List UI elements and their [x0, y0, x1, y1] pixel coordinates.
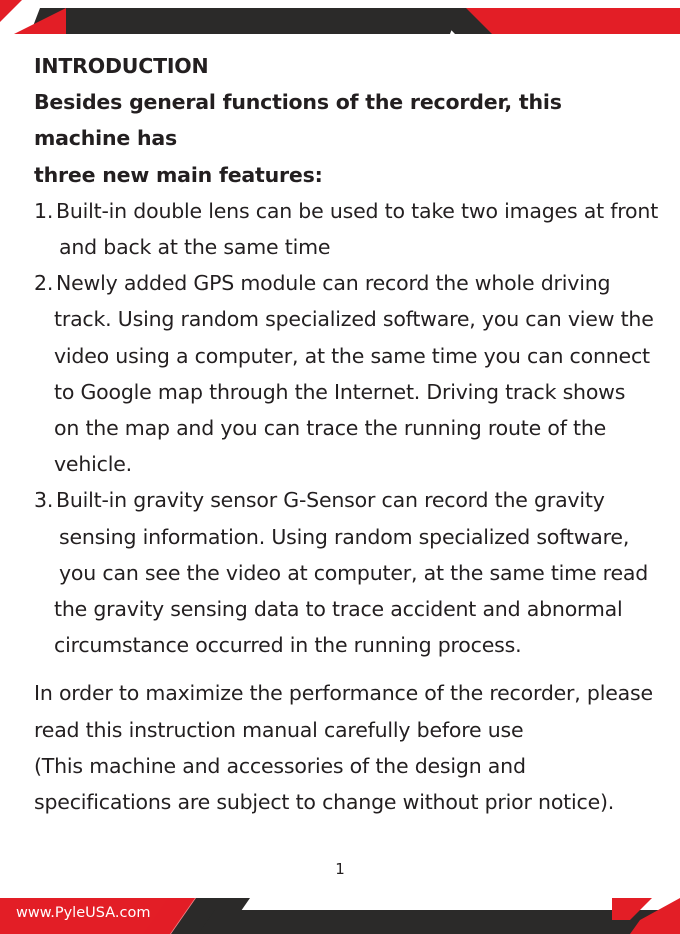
section-title: INTRODUCTION [34, 54, 209, 78]
feature-item-2 [34, 265, 664, 482]
closing-paragraph [34, 675, 664, 820]
feature-line: to Google map through the Internet. Driving track shows [54, 379, 626, 404]
feature-line: vehicle. [54, 452, 132, 477]
feature-line: and back at the same time [59, 235, 331, 260]
closing-line: (This machine and accessories of the design and [34, 753, 526, 778]
feature-line: Built-in gravity sensor G-Sensor can record the gravity [56, 488, 605, 513]
feature-number: 2. [34, 271, 54, 296]
feature-line: the gravity sensing data to trace accident and abnormal [54, 597, 623, 622]
footer-website-link[interactable]: www.PyleUSA.com [16, 905, 151, 921]
header-decoration-band [0, 0, 680, 34]
lead-line-1: Besides general functions of the recorder, this machine has [34, 90, 562, 151]
feature-number: 3. [34, 488, 54, 513]
feature-item-3 [34, 482, 664, 663]
feature-item-1 [34, 193, 664, 265]
feature-line: track. Using random specialized software, you can view the [54, 307, 654, 332]
feature-line: sensing information. Using random specialized software, [59, 524, 630, 549]
lead-line-2: three new main features: [34, 162, 323, 187]
page-number: 1 [335, 860, 345, 878]
feature-line: Built-in double lens can be used to take two images at front [56, 198, 659, 223]
feature-line: video using a computer, at the same time you can connect [54, 343, 650, 368]
feature-line: circumstance occurred in the running process. [54, 633, 522, 658]
feature-line: on the map and you can trace the running route of the [54, 416, 607, 441]
feature-line: you can see the video at computer, at the same time read [59, 560, 649, 585]
feature-number: 1. [34, 198, 54, 223]
closing-line: read this instruction manual carefully before use [34, 717, 524, 742]
introduction-section [34, 48, 664, 820]
closing-line: specifications are subject to change without prior notice). [34, 790, 615, 815]
closing-line: In order to maximize the performance of the recorder, please [34, 681, 653, 706]
feature-line: Newly added GPS module can record the whole driving [56, 271, 611, 296]
